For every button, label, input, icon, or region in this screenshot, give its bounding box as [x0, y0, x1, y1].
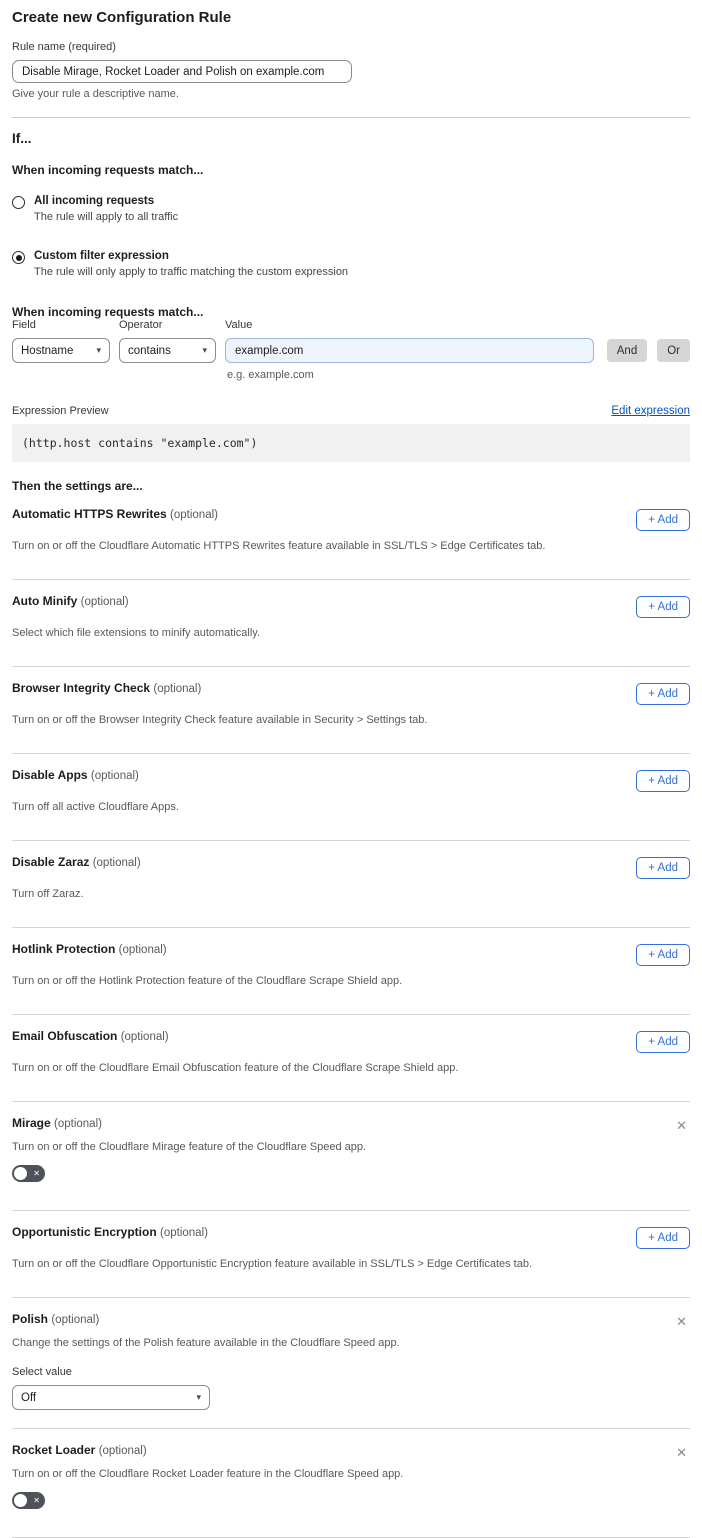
add-button[interactable]: + Add [636, 944, 690, 966]
setting-value-select[interactable] [12, 1385, 210, 1410]
setting-row [12, 1015, 690, 1102]
setting-optional-label: (optional) [92, 857, 141, 869]
setting-name: Automatic HTTPS Rewrites [12, 507, 171, 521]
match-type-heading: When incoming requests match... [12, 163, 204, 177]
setting-optional-label: (optional) [54, 1118, 102, 1130]
and-button[interactable]: And [607, 339, 647, 362]
value-input[interactable] [225, 338, 594, 363]
setting-description: Turn on or off the Hotlink Protection feature of the Cloudflare Scrape Shield app. [12, 975, 403, 987]
expression-preview-label: Expression Preview [12, 405, 109, 417]
radio-label: All incoming requests [34, 195, 155, 207]
setting-row [12, 841, 690, 928]
setting-optional-label: (optional) [80, 596, 129, 608]
setting-row [12, 667, 690, 754]
match-type-radio-group [12, 195, 690, 278]
toggle-x-icon: ✕ [33, 1168, 40, 1178]
radio-description: The rule will apply to all traffic [34, 211, 179, 223]
toggle-off[interactable] [12, 1492, 45, 1509]
chevron-down-icon: ▾ [202, 345, 207, 355]
chevron-down-icon: ▾ [196, 1392, 201, 1402]
setting-name: Hotlink Protection [12, 942, 119, 956]
expression-preview-code: (http.host contains "example.com") [12, 424, 690, 462]
radio-custom-filter-expression[interactable] [12, 250, 690, 278]
close-icon[interactable]: ✕ [673, 1315, 690, 1328]
setting-select-value: Off [21, 1391, 37, 1404]
field-label: Field [12, 319, 36, 331]
expression-preview-header [12, 405, 690, 417]
or-button[interactable]: Or [657, 339, 690, 362]
setting-description: Turn on or off the Cloudflare Automatic HTTPS Rewrites feature available in SSL/TLS > Edge Certificates tab. [12, 540, 546, 552]
operator-column [119, 319, 225, 363]
then-settings-heading: Then the settings are... [12, 479, 143, 493]
field-select-value: Hostname [21, 344, 74, 357]
field-column [12, 319, 119, 363]
setting-optional-label: (optional) [160, 1227, 208, 1239]
setting-name: Disable Zaraz [12, 855, 93, 869]
setting-row [12, 928, 690, 1015]
toggle-x-icon: ✕ [33, 1495, 40, 1505]
setting-optional-label: (optional) [118, 944, 167, 956]
setting-optional-label: (optional) [98, 1445, 147, 1457]
field-select[interactable] [12, 338, 110, 363]
setting-optional-label: (optional) [120, 1031, 169, 1043]
toggle-knob [14, 1494, 27, 1507]
chevron-down-icon: ▾ [96, 345, 101, 355]
setting-name: Browser Integrity Check [12, 681, 154, 695]
radio-description: The rule will only apply to traffic matching the custom expression [34, 266, 349, 278]
setting-name: Mirage [12, 1116, 55, 1130]
if-heading: If... [12, 131, 32, 146]
edit-expression-link[interactable]: Edit expression [611, 405, 690, 417]
value-label: Value [225, 319, 253, 331]
rule-name-label: Rule name (required) [12, 41, 116, 53]
operator-select[interactable] [119, 338, 216, 363]
setting-row [12, 754, 690, 841]
close-icon[interactable]: ✕ [673, 1446, 690, 1459]
setting-description: Turn off all active Cloudflare Apps. [12, 801, 179, 813]
setting-description: Turn on or off the Cloudflare Rocket Loader feature in the Cloudflare Speed app. [12, 1468, 404, 1480]
setting-description: Turn off Zaraz. [12, 888, 84, 900]
setting-optional-label: (optional) [170, 509, 218, 521]
radio-all-incoming-requests[interactable] [12, 195, 690, 223]
operator-select-value: contains [128, 344, 171, 357]
setting-optional-label: (optional) [90, 770, 139, 782]
and-or-buttons [607, 339, 690, 362]
add-button[interactable]: + Add [636, 770, 690, 792]
select-value-label: Select value [12, 1366, 72, 1378]
setting-name: Email Obfuscation [12, 1029, 121, 1043]
expression-builder-heading: When incoming requests match... [12, 305, 204, 319]
value-hint: e.g. example.com [227, 369, 314, 381]
setting-optional-label: (optional) [51, 1314, 100, 1326]
setting-description: Change the settings of the Polish feature available in the Cloudflare Speed app. [12, 1337, 400, 1349]
value-column [225, 319, 594, 363]
setting-description: Turn on or off the Cloudflare Mirage feature of the Cloudflare Speed app. [12, 1141, 367, 1153]
setting-row [12, 1211, 690, 1298]
setting-row [12, 580, 690, 667]
rule-name-input[interactable] [12, 60, 352, 83]
radio-selected-icon[interactable] [12, 251, 25, 264]
radio-unselected-icon[interactable] [12, 196, 25, 209]
add-button[interactable]: + Add [636, 596, 690, 618]
rule-name-help: Give your rule a descriptive name. [12, 88, 179, 100]
add-button[interactable]: + Add [636, 1031, 690, 1053]
expression-builder-row [12, 319, 690, 363]
setting-description: Select which file extensions to minify automatically. [12, 627, 261, 639]
toggle-off[interactable] [12, 1165, 45, 1182]
toggle-knob [14, 1167, 27, 1180]
setting-name: Rocket Loader [12, 1443, 99, 1457]
add-button[interactable]: + Add [636, 1227, 690, 1249]
setting-name: Auto Minify [12, 594, 81, 608]
operator-label: Operator [119, 319, 163, 331]
add-button[interactable]: + Add [636, 683, 690, 705]
setting-description: Turn on or off the Cloudflare Opportunistic Encryption feature available in SSL/TLS > Edge Certificates tab. [12, 1258, 533, 1270]
setting-name: Polish [12, 1312, 52, 1326]
setting-description: Turn on or off the Cloudflare Email Obfuscation feature of the Cloudflare Scrape Shield app. [12, 1062, 459, 1074]
setting-optional-label: (optional) [153, 683, 202, 695]
setting-name: Disable Apps [12, 768, 91, 782]
setting-row [12, 1429, 690, 1538]
setting-row [12, 493, 690, 580]
section-divider [12, 117, 690, 118]
page-title: Create new Configuration Rule [12, 9, 232, 26]
settings-list [12, 493, 690, 1538]
setting-name: Opportunistic Encryption [12, 1225, 161, 1239]
add-button[interactable]: + Add [636, 857, 690, 879]
setting-description: Turn on or off the Browser Integrity Check feature available in Security > Settings tab. [12, 714, 428, 726]
setting-row [12, 1298, 690, 1429]
close-icon[interactable]: ✕ [673, 1119, 690, 1132]
setting-row [12, 1102, 690, 1211]
add-button[interactable]: + Add [636, 509, 690, 531]
radio-label: Custom filter expression [34, 250, 169, 262]
